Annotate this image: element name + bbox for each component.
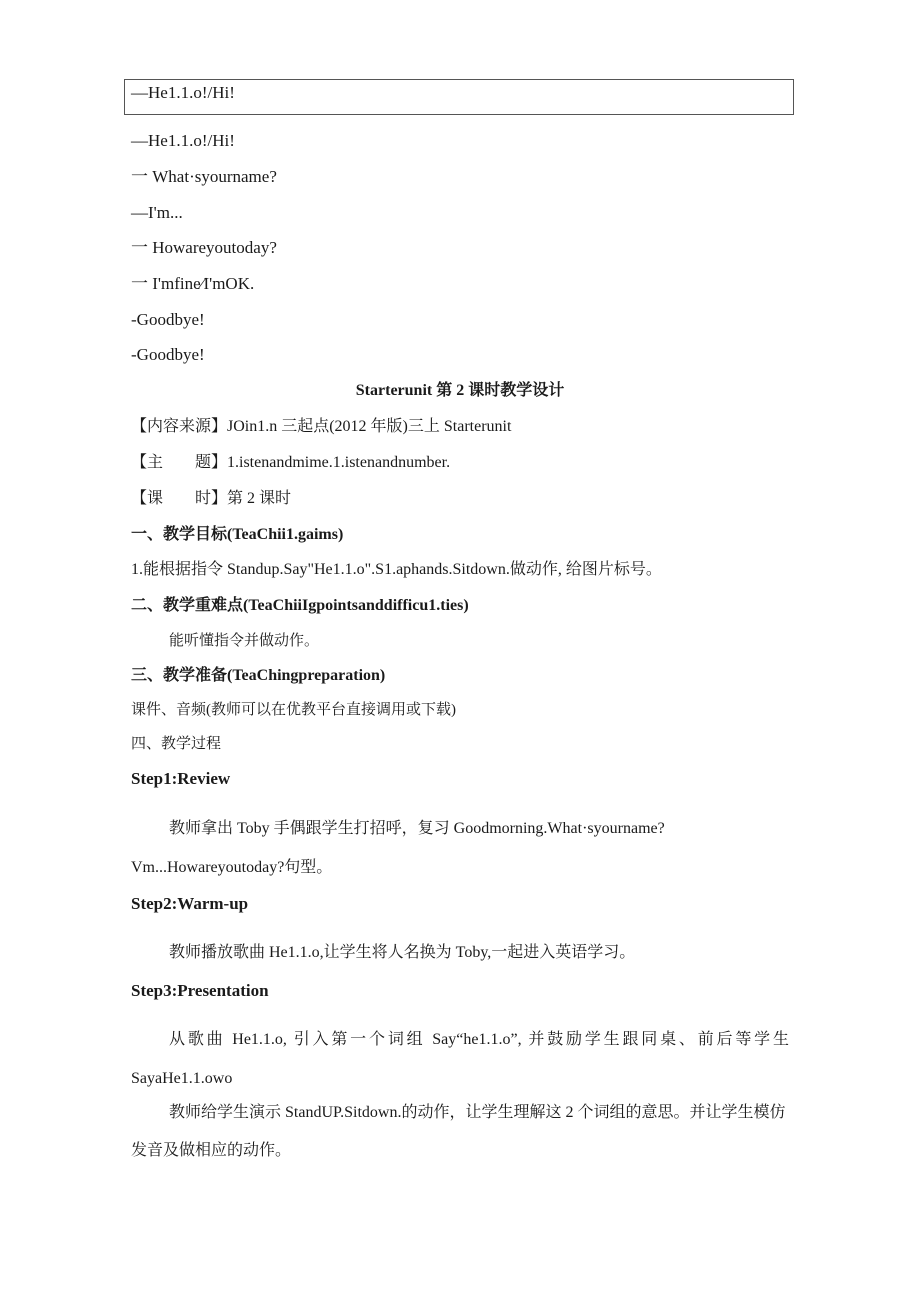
step-heading: Step1:Review [131, 769, 231, 788]
step-body: 教师给学生演示 StandUP.Sitdown.的动作，让学生理解这 2 个词组的意思。并让学生模仿 [169, 1104, 786, 1121]
section-heading: 二、教学重难点(TeaChiiIgpointsanddifficu1.ties) [131, 597, 469, 614]
dialogue-box-line: —He1.1.o!/Hi! [131, 83, 235, 102]
period-line: 【课 时】第 2 课时 [131, 490, 292, 507]
step-body: 发音及做相应的动作。 [131, 1142, 292, 1159]
dialogue-line: -Goodbye! [131, 345, 205, 364]
dialogue-line: —I'm... [131, 203, 183, 222]
section-heading: 三、教学准备(TeaChingpreparation) [131, 667, 386, 684]
dialogue-box [124, 79, 794, 115]
step-body: Vm...Howareyoutoday?句型。 [131, 859, 333, 876]
section-heading: 四、教学过程 [131, 736, 222, 752]
section-body: 能听懂指令并做动作。 [169, 633, 320, 649]
step-heading: Step3:Presentation [131, 981, 269, 1000]
step-body: 教师播放歌曲 He1.1.o,让学生将人名换为 Toby,一起进入英语学习。 [169, 944, 636, 961]
step-body: 从歌曲 He1.1.o, 引入第一个词组 Say“he1.1.o”, 并鼓励学生跟同桌、前后等学生 [169, 1031, 789, 1048]
section-body: 课件、音频(教师可以在优教平台直接调用或下载) [131, 702, 456, 718]
topic-line: 【主 题】1.istenandmime.1.istenandnumber. [131, 454, 451, 471]
step-heading: Step2:Warm-up [131, 894, 249, 913]
step-body: SayaHe1.1.owo [131, 1070, 233, 1087]
dialogue-line: 一 What·syourname? [131, 167, 277, 186]
content-source: 【内容来源】JOin1.n 三起点(2012 年版)三上 Starterunit [131, 418, 512, 435]
dialogue-line: 一 I'mfine∕I'mOK. [131, 274, 255, 293]
section-heading: 一、教学目标(TeaChii1.gaims) [131, 526, 344, 543]
dialogue-line: 一 Howareyoutoday? [131, 238, 277, 257]
section-body: 1.能根据指令 Standup.Say"He1.1.o".S1.aphands.Sitdown.做动作, 给图片标号。 [131, 561, 662, 578]
dialogue-line: —He1.1.o!/Hi! [131, 131, 235, 150]
dialogue-line: -Goodbye! [131, 310, 205, 329]
step-body: 教师拿出 Toby 手偶跟学生打招呼，复习 Goodmorning.What·syourname? [169, 820, 665, 837]
document-title: Starterunit 第 2 课时教学设计 [355, 382, 565, 399]
